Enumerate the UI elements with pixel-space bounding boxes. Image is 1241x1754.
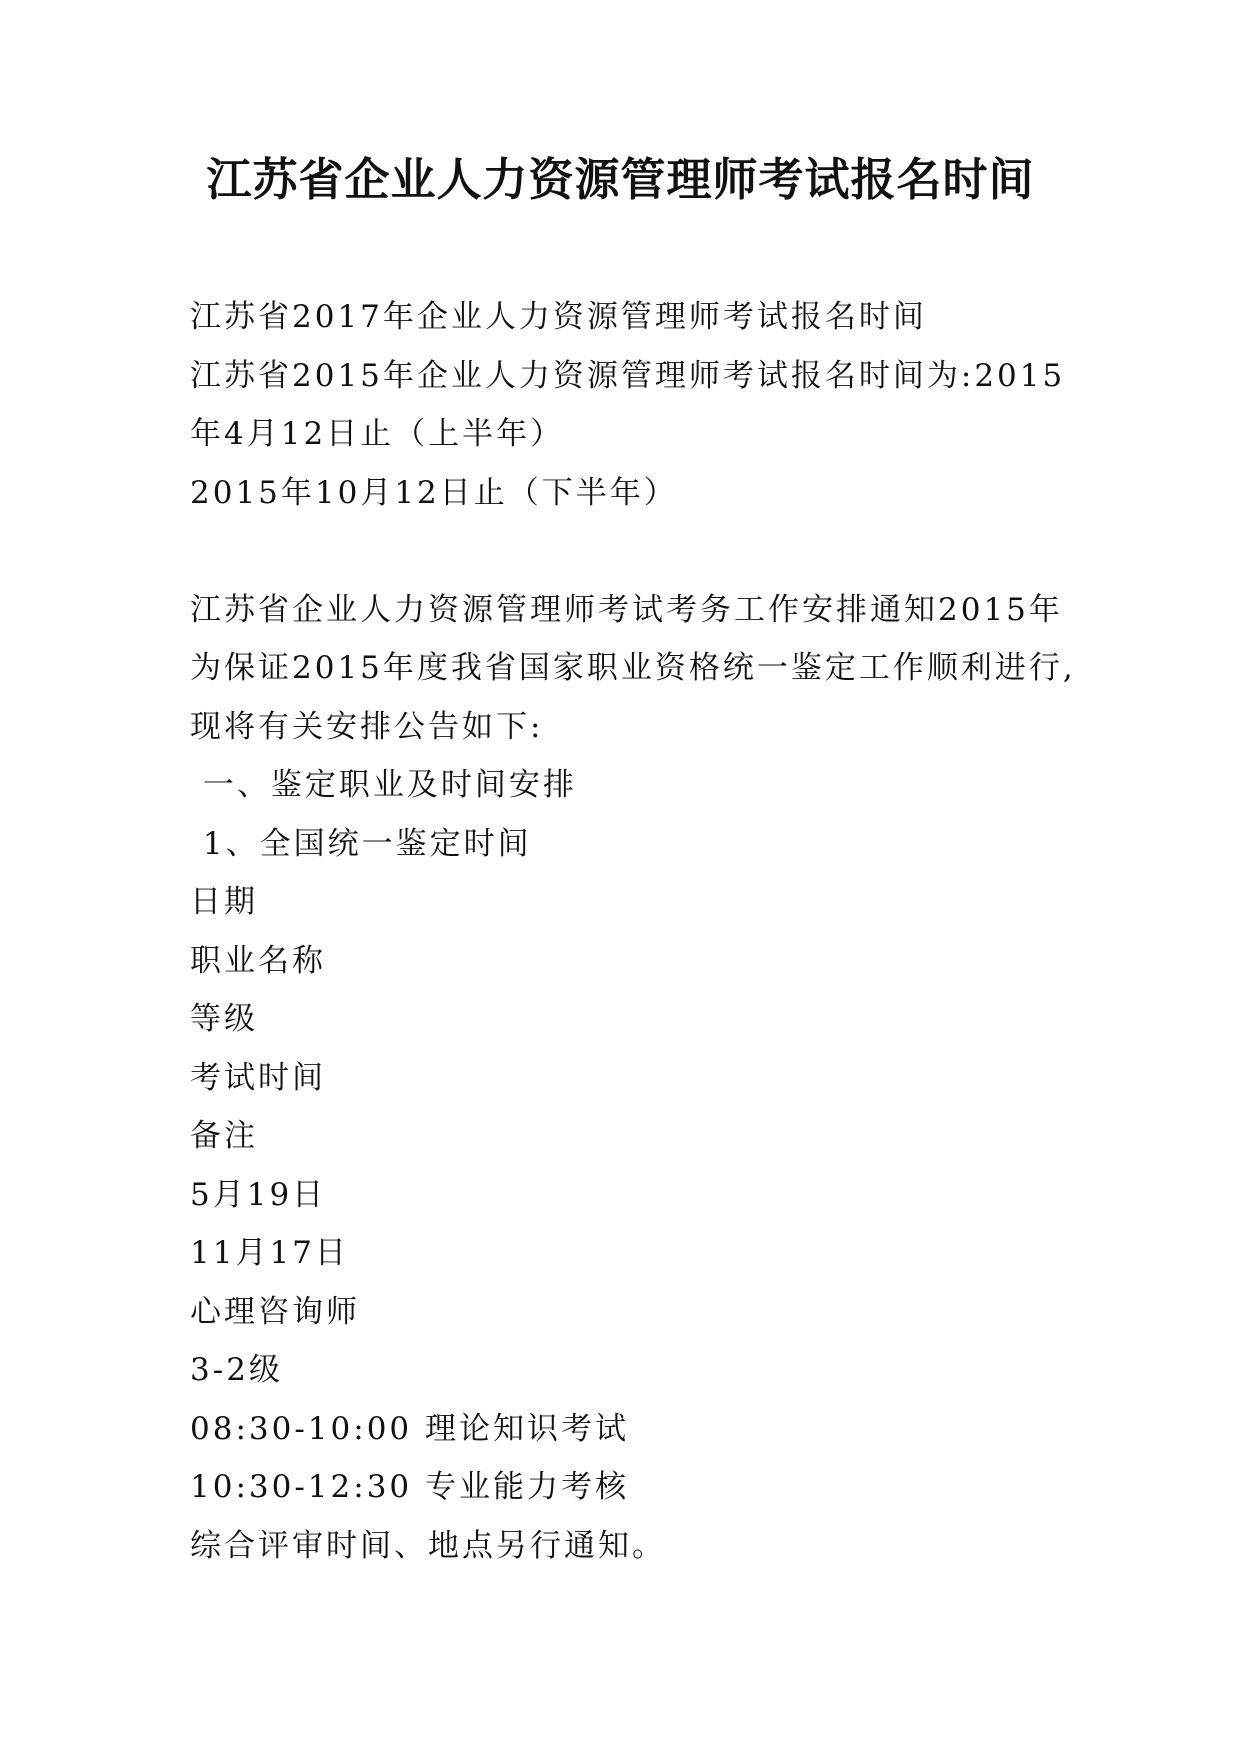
- document-body: [190, 288, 1076, 1575]
- line-notice-title: 江苏省企业人力资源管理师考试考务工作安排通知2015年: [190, 591, 1063, 628]
- table-header-occupation: 职业名称: [190, 942, 326, 979]
- table-header-date: 日期: [190, 884, 258, 920]
- line-notice-intro: 为保证2015年度我省国家职业资格统一鉴定工作顺利进行,: [190, 650, 1076, 686]
- line-2017-title: 江苏省2017年企业人力资源管理师考试报名时间: [190, 299, 927, 335]
- table-cell-date-may: 5月19日: [190, 1176, 327, 1213]
- table-cell-theory-exam: 08:30-10:00 理论知识考试: [190, 1410, 630, 1447]
- line-first-half: 年4月12日止（上半年）: [190, 416, 565, 452]
- line-second-half: 2015年10月12日止（下半年）: [190, 474, 678, 511]
- section-heading: 一、鉴定职业及时间安排: [190, 767, 577, 803]
- subsection-heading: 1、全国统一鉴定时间: [190, 825, 532, 862]
- document-title: 江苏省企业人力资源管理师考试报名时间: [206, 153, 1035, 206]
- table-cell-remarks: 综合评审时间、地点另行通知。: [190, 1527, 666, 1564]
- table-header-remarks: 备注: [190, 1118, 258, 1154]
- table-cell-skills-exam: 10:30-12:30 专业能力考核: [190, 1469, 630, 1505]
- table-header-level: 等级: [190, 1001, 258, 1037]
- table-header-exam-time: 考试时间: [190, 1059, 326, 1096]
- table-cell-level: 3-2级: [190, 1352, 283, 1388]
- line-2015-registration: 江苏省2015年企业人力资源管理师考试报名时间为:2015: [190, 357, 1066, 394]
- table-cell-date-nov: 11月17日: [190, 1235, 349, 1271]
- blank-line: [190, 522, 1070, 581]
- table-cell-occupation: 心理咨询师: [190, 1293, 360, 1330]
- line-announcement: 现将有关安排公告如下:: [190, 708, 544, 745]
